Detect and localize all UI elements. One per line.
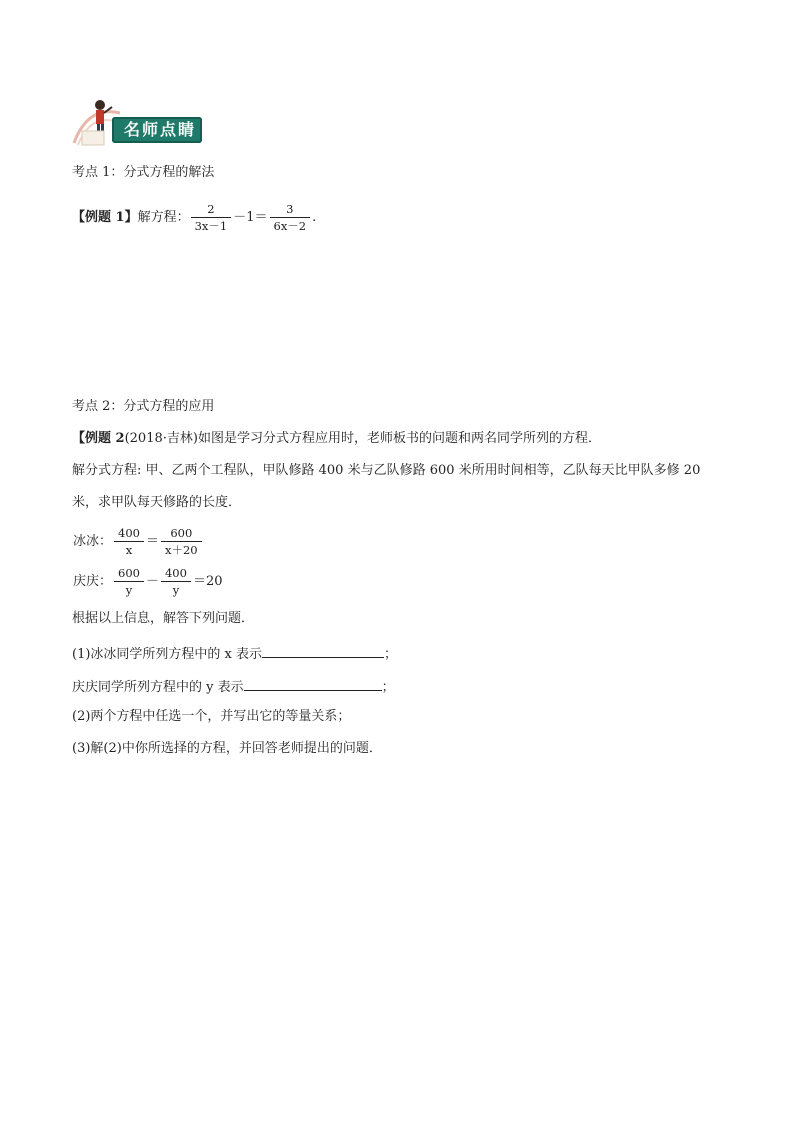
badge-label: 名师点睛 — [124, 120, 197, 139]
bingbing-fraction-1 — [114, 526, 144, 557]
question-1b-end: ； — [381, 680, 395, 695]
question-3: (3)解(2)中你所选择的方程，并回答老师提出的问题． — [72, 741, 382, 756]
equation-operator: －1＝ — [233, 209, 268, 225]
example1-fraction-2 — [270, 202, 311, 233]
example1-prompt: 解方程： — [137, 210, 190, 225]
question-2: (2)两个方程中任选一个，并写出它的等量关系； — [72, 709, 351, 724]
fraction-numerator: 400 — [161, 566, 191, 582]
fraction-denominator: x＋20 — [164, 543, 198, 557]
fraction-denominator: y — [172, 583, 180, 597]
fraction-denominator: 3x－1 — [194, 219, 228, 233]
fraction-numerator: 600 — [161, 526, 202, 542]
qingqing-fraction-2 — [161, 566, 191, 597]
topic2-title: 考点 2：分式方程的应用 — [72, 399, 215, 414]
problem-line-1: 解分式方程: 甲、乙两个工程队，甲队修路 400 米与乙队修路 600 米所用时间相等，乙队每天比甲队多修 20 — [72, 463, 701, 478]
fraction-denominator: x — [125, 543, 133, 557]
problem-line-2: 米，求甲队每天修路的长度． — [72, 495, 242, 510]
example1-label: 【例题 1】 — [72, 210, 138, 225]
fraction-denominator: y — [125, 583, 133, 597]
question-1a-text: (1)冰冰同学所列方程中的 x 表示 — [72, 647, 263, 662]
example1-fraction-1 — [191, 202, 232, 233]
question-1a-end: ； — [384, 647, 398, 662]
example2-intro-line — [72, 430, 601, 448]
example2-intro: (2018·吉林)如图是学习分式方程应用时，老师板书的问题和两名同学所列的方程． — [124, 431, 601, 446]
question-1a — [72, 643, 397, 664]
example1-line — [72, 202, 317, 233]
question-1b-text: 庆庆同学所列方程中的 y 表示 — [72, 680, 244, 695]
section-badge — [68, 95, 204, 147]
fraction-numerator: 3 — [270, 202, 311, 218]
fraction-numerator: 2 — [191, 202, 232, 218]
answer-intro: 根据以上信息，解答下列问题． — [72, 611, 255, 626]
equation-operator: ＝ — [145, 533, 159, 549]
question-1b — [72, 676, 395, 697]
topic1-title: 考点 1：分式方程的解法 — [72, 165, 215, 180]
bingbing-fraction-2 — [161, 526, 202, 557]
fraction-numerator: 600 — [114, 566, 144, 582]
answer-blank-y[interactable] — [244, 676, 382, 691]
bingbing-equation — [72, 526, 203, 557]
fraction-denominator: 6x－2 — [273, 219, 307, 233]
answer-blank-x[interactable] — [262, 643, 384, 658]
example2-label: 【例题 2 — [72, 431, 125, 446]
fraction-numerator: 400 — [114, 526, 144, 542]
qingqing-equation — [72, 566, 223, 597]
equation-end: . — [312, 209, 317, 225]
equation-operator: － — [145, 573, 159, 589]
qingqing-name: 庆庆： — [73, 573, 113, 589]
qingqing-fraction-1 — [114, 566, 144, 597]
bingbing-name: 冰冰： — [73, 533, 113, 549]
equation-rhs: ＝20 — [192, 573, 223, 589]
